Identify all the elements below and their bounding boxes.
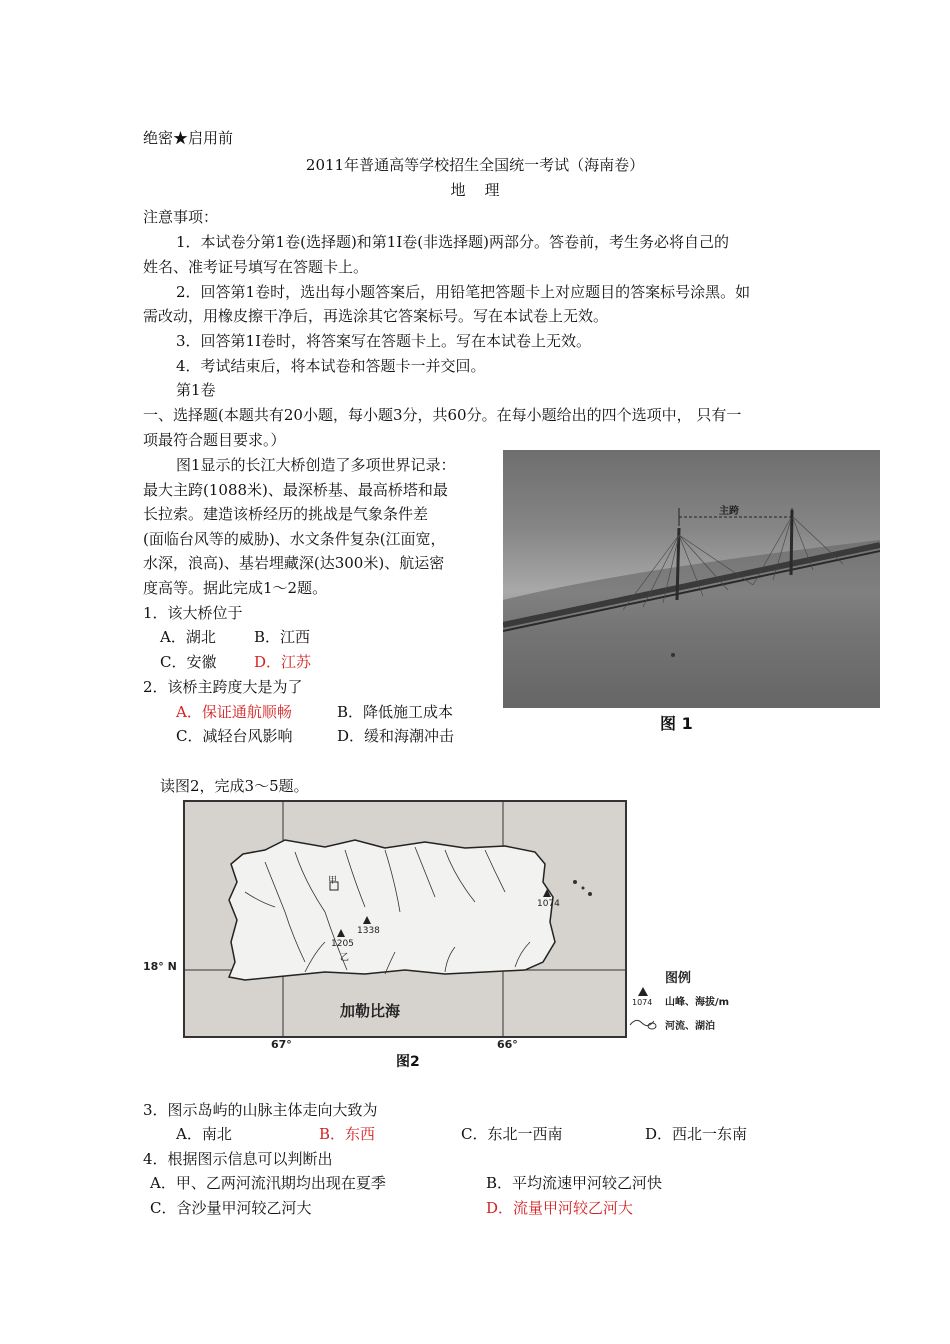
q3-option-d: D．西北一东南 xyxy=(645,1125,748,1143)
q4-option-b: B．平均流速甲河较乙河快 xyxy=(486,1174,663,1192)
note-2b: 需改动，用橡皮擦干净后，再选涂其它答案标号。写在本试卷上无效。 xyxy=(143,307,609,325)
peak-label: 1338 xyxy=(357,926,380,936)
notes-heading: 注意事项： xyxy=(143,208,219,226)
passage-line: 度高等。据此完成1～2题。 xyxy=(143,579,328,597)
secret-label: 绝密★启用前 xyxy=(143,129,234,147)
river-legend-icon xyxy=(628,1015,658,1031)
figure2-caption: 图2 xyxy=(396,1054,420,1070)
passage-line: 图1显示的长江大桥创造了多项世界记录： xyxy=(176,456,456,474)
passage-line: (面临台风等的威胁)、水文条件复杂(江面宽， xyxy=(143,530,446,548)
q1-option-a: A．湖北 xyxy=(160,628,216,646)
longitude-label: 66° xyxy=(497,1038,518,1051)
note-4: 4．考试结束后，将本试卷和答题卡一并交回。 xyxy=(176,357,486,375)
q1-option-d-answer: D．江苏 xyxy=(254,653,312,671)
figure1-span-label: 主跨 xyxy=(719,506,739,517)
q3-option-a: A．南北 xyxy=(176,1125,232,1143)
legend-peak-label: 山峰、海拔/m xyxy=(665,997,730,1008)
q4-option-c: C．含沙量甲河较乙河大 xyxy=(150,1199,312,1217)
peak-label: 1205 xyxy=(331,939,354,949)
section-line-1: 一、选择题(本题共有20小题，每小题3分，共60分。在每小题给出的四个选项中， 只有一 xyxy=(143,406,742,424)
note-3: 3．回答第1I卷时，将答案写在答题卡上。写在本试卷上无效。 xyxy=(176,332,592,350)
exam-subject: 地 理 xyxy=(450,181,500,199)
q2-option-a-answer: A．保证通航顺畅 xyxy=(176,703,292,721)
q2-stem: 2．该桥主跨度大是为了 xyxy=(143,678,303,696)
figure1-bridge-photo xyxy=(503,450,880,708)
note-1b: 姓名、准考证号填写在答题卡上。 xyxy=(143,258,369,276)
note-2a: 2．回答第1卷时，选出每小题答案后，用铅笔把答题卡上对应题目的答案标号涂黑。如 xyxy=(176,283,751,301)
peak-legend-icon xyxy=(636,985,650,997)
q3-option-b-answer: B．东西 xyxy=(319,1125,376,1143)
q1-stem: 1．该大桥位于 xyxy=(143,604,243,622)
river-label-yi: 乙 xyxy=(340,953,350,963)
passage-line: 最大主跨(1088米)、最深桥基、最高桥塔和最 xyxy=(143,481,448,499)
q1-option-b: B．江西 xyxy=(254,628,311,646)
read-figure2-line: 读图2，完成3～5题。 xyxy=(160,777,309,795)
q4-option-d-answer: D．流量甲河较乙河大 xyxy=(486,1199,634,1217)
q2-option-b: B．降低施工成本 xyxy=(337,703,454,721)
q3-stem: 3．图示岛屿的山脉主体走向大致为 xyxy=(143,1101,378,1119)
q3-option-c: C．东北一西南 xyxy=(461,1125,563,1143)
passage-line: 长拉索。建造该桥经历的挑战是气象条件差 xyxy=(143,505,429,523)
q4-option-a: A．甲、乙两河流汛期均出现在夏季 xyxy=(150,1174,386,1192)
legend-river-label: 河流、湖泊 xyxy=(665,1021,715,1032)
part-label: 第1卷 xyxy=(176,381,216,399)
q1-option-c: C．安徽 xyxy=(160,653,217,671)
passage-line: 水深，浪高)、基岩埋藏深(达300米)、航运密 xyxy=(143,554,445,572)
peak-label: 1074 xyxy=(537,899,560,909)
figure1-caption: 图 1 xyxy=(660,714,693,733)
figure2-map xyxy=(183,800,627,1038)
legend-peak-number: 1074 xyxy=(632,998,653,1007)
river-label-jia: 甲 xyxy=(328,876,338,886)
note-1a: 1．本试卷分第1卷(选择题)和第1I卷(非选择题)两部分。答卷前，考生务必将自己的 xyxy=(176,233,729,251)
q2-option-d: D．缓和海潮冲击 xyxy=(337,727,455,745)
legend-title: 图例 xyxy=(665,971,692,986)
latitude-label: 18° N xyxy=(143,960,177,973)
section-line-2: 项最符合题目要求。） xyxy=(143,431,286,449)
q2-option-c: C．减轻台风影响 xyxy=(176,727,293,745)
q4-stem: 4．根据图示信息可以判断出 xyxy=(143,1150,333,1168)
exam-title: 2011年普通高等学校招生全国统一考试（海南卷） xyxy=(305,156,645,174)
sea-label: 加勒比海 xyxy=(340,1002,401,1020)
longitude-label: 67° xyxy=(271,1038,292,1051)
